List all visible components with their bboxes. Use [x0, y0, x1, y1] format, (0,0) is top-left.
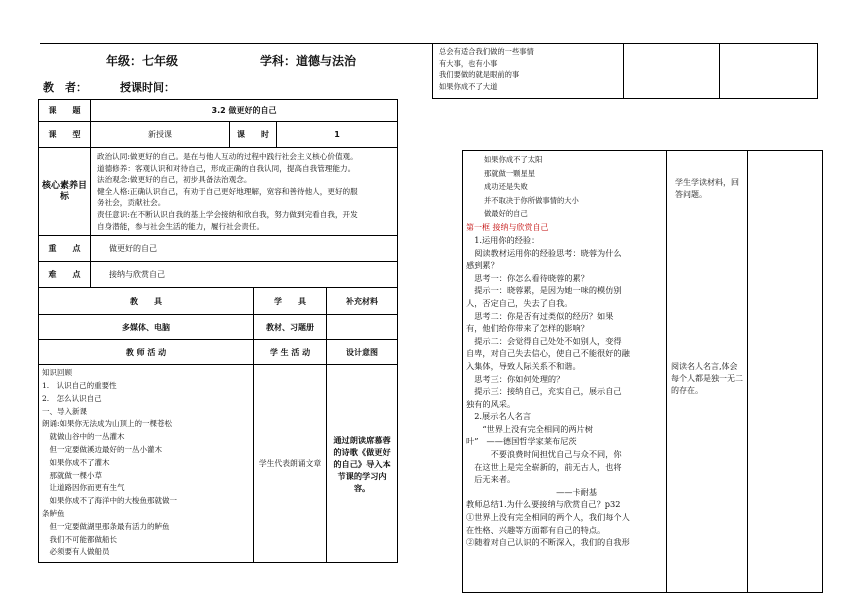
lesson-table-right-top	[432, 43, 818, 99]
teacher-activity-line: 那就做一棵小草	[42, 470, 102, 480]
teacher-activity-line: 知识回顾	[42, 368, 72, 378]
lesson-body-line: 教师总结1.为什么要接纳与欣赏自己？p32	[466, 499, 621, 510]
poem-line: 成功还是失败	[484, 182, 528, 192]
student-read-note: 学生学读材料，回答问题。	[675, 178, 739, 199]
type-value: 新授课	[91, 122, 230, 148]
lesson-body-line: ——卡耐基	[466, 486, 598, 497]
teacher-activity-line: 让道路因你而更有生气	[42, 483, 125, 493]
teacher-activity-line: 必须要有人做船员	[42, 547, 110, 557]
poem-line: 有大事，也有小事	[439, 58, 498, 68]
teacher-activity-cell	[39, 365, 254, 563]
lesson-body-line: ①世界上没有完全相同的两个人，我们每个人	[466, 512, 630, 523]
hours-value: 1	[277, 122, 398, 148]
student-activity: 学生代表朗诵文章	[254, 365, 327, 563]
core-goal-line: 自身潜能，参与社会生活的能力，履行社会责任。	[97, 221, 265, 231]
lesson-body-line: 叶” ——德国哲学家莱布尼茨	[466, 436, 577, 447]
activity-intent-header: 设计意图	[327, 340, 398, 365]
grade-label: 年级：七年级	[106, 54, 179, 68]
design-intent-cont	[748, 151, 823, 593]
lesson-body-line: 2.展示名人名言	[466, 411, 532, 422]
time-label: 授课时间：	[120, 81, 175, 94]
lesson-body-line: ②随着对自己认识的不断深入，我们的自我形	[466, 537, 630, 548]
teacher-activity-line: 1. 认识自己的重要性	[42, 380, 117, 390]
diff-value: 接纳与欣赏自己	[91, 262, 398, 288]
teacher-activity-line: 朗诵:如果你无法成为山顶上的一棵苍松	[42, 419, 173, 429]
teacher-activity-line: 条鲈鱼	[42, 508, 65, 518]
teacher-activity-line: 一、导入新课	[42, 406, 87, 416]
lesson-body-line: 在这世上是完全崭新的，前无古人，也将	[466, 461, 622, 472]
key-label: 重 点	[39, 236, 91, 262]
lesson-body-line: 阅读教材运用你的经验思考：晓蓉为什么	[466, 247, 622, 258]
lesson-body-line: “世界上没有完全相同的两片树	[466, 423, 593, 434]
poem-line: 我们要做的就是眼前的事	[439, 70, 520, 80]
topic-label: 课 题	[39, 100, 91, 122]
teacher-activity-line: 就做山谷中的一丛灌木	[42, 432, 125, 442]
lesson-body-line: 自卑，对自己失去信心，使自己不能很好的融	[466, 348, 630, 359]
lesson-body-line: 人，否定自己，失去了自我。	[466, 297, 573, 308]
lesson-body-line: 后无来者。	[466, 474, 516, 485]
lesson-body-line: 独有的风采。	[466, 398, 516, 409]
lesson-body-line: 1.运用你的经验：	[466, 234, 540, 245]
teacher-activity-cont	[463, 151, 667, 593]
student-activity-cont	[667, 151, 748, 593]
teacher-activity-line: 如果你成不了灌木	[42, 457, 110, 467]
lesson-body-line: 提示三：接纳自己，充实自己，展示自己	[466, 386, 622, 397]
subject-label: 学科：道德与法治	[260, 54, 357, 68]
activity-student-header: 学 生 活 动	[254, 340, 327, 365]
core-label: 核心素养目标	[39, 148, 91, 236]
core-goals	[91, 148, 398, 236]
lesson-body-line: 在性格、兴趣等方面都有自己的特点。	[466, 524, 606, 535]
core-goal-line: 责任意识:在不断认识自我的基上学会接纳和欣自我，努力做到完看自我，开发	[97, 209, 358, 219]
section-title: 第一框 接纳与欣赏自己	[466, 222, 549, 232]
core-goal-line: 健全人格:正确认识自己，有劝于自己更好地理解，宽容和善待他人，更好的服	[97, 186, 358, 196]
poem-line: 那就做一颗星星	[484, 168, 536, 178]
tools-teacher-header: 教 具	[39, 288, 254, 315]
tools-student: 教材、习题册	[254, 315, 327, 340]
lesson-body-line: 入集体，导致人际关系不和谐。	[466, 360, 581, 371]
type-label: 课 型	[39, 122, 91, 148]
key-value: 做更好的自己	[91, 236, 398, 262]
lesson-table-left	[38, 99, 398, 563]
teacher-activity-line: 我们不可能都做船长	[42, 534, 117, 544]
lesson-body-line: 有，他们给你带来了怎样的影响？	[466, 323, 589, 334]
teacher-activity-line: 但一定要做溪边最好的一丛小灌木	[42, 444, 162, 454]
design-intent: 通过朗读席慕蓉的诗歌《做更好的自己》导入本节课的学习内容。	[327, 365, 398, 563]
poem-line: 如果你成不了太阳	[484, 155, 543, 164]
lesson-body-line: 不要浪费时间担忧自己与众不同，你	[466, 449, 622, 460]
poem-line: 如果你成不了大道	[439, 81, 498, 91]
diff-label: 难 点	[39, 262, 91, 288]
poem-continue-cell	[433, 44, 624, 99]
student-quote-note: 阅读名人名言,体会每个人都是独一无二的存在。	[671, 362, 743, 395]
tools-student-header: 学 具	[254, 288, 327, 315]
rt-intent-cell	[720, 44, 818, 99]
lesson-body-line: 思考二：你是否有过类似的经历？如果	[466, 310, 614, 321]
poem-line: 总会有适合我们做的一些事情	[439, 47, 534, 56]
core-goal-line: 法治观念:做更好的自己，初步具备法治观念。	[97, 175, 252, 185]
teacher-activity-line: 但一定要做湖里那条最有活力的鲈鱼	[42, 521, 170, 531]
teacher-label: 教 者：	[43, 81, 87, 94]
lesson-body-line: 感到累？	[466, 260, 499, 271]
poem-line: 做最好的自己	[484, 209, 528, 219]
lesson-body-line: 思考一：你怎么看待晓蓉的累？	[466, 272, 589, 283]
teacher-activity-line: 如果你成不了海洋中的大梭鱼那就做一	[42, 496, 177, 506]
tools-extra	[327, 315, 398, 340]
core-goal-line: 道德修养：客观认识和对待自己，形成正确的自我认同，提高自我管理能力。	[97, 163, 356, 173]
tools-teacher: 多媒体、电脑	[39, 315, 254, 340]
lesson-body-line: 提示一：晓蓉累，是因为她一味的模仿别	[466, 285, 622, 296]
tools-extra-header: 补充材料	[327, 288, 398, 315]
activity-teacher-header: 教 师 活 动	[39, 340, 254, 365]
lesson-body-line: 提示二：会觉得自己处处不如别人，变得	[466, 335, 622, 346]
lesson-body-line: 思考三：你如何处理的？	[466, 373, 565, 384]
teacher-activity-line: 2. 怎么认识自己	[42, 393, 102, 403]
topic-value: 3.2 做更好的自己	[91, 100, 398, 122]
poem-line: 并不取决于你所做事情的大小	[484, 195, 579, 205]
hours-label: 课 时	[230, 122, 277, 148]
rt-student-cell	[624, 44, 720, 99]
core-goal-line: 政治认同:做更好的自己。是在与他人互动的过程中践行社会主义核心价值观。	[97, 152, 358, 161]
lesson-table-right	[462, 150, 823, 593]
core-goal-line: 务社会，贡献社会。	[97, 198, 166, 208]
